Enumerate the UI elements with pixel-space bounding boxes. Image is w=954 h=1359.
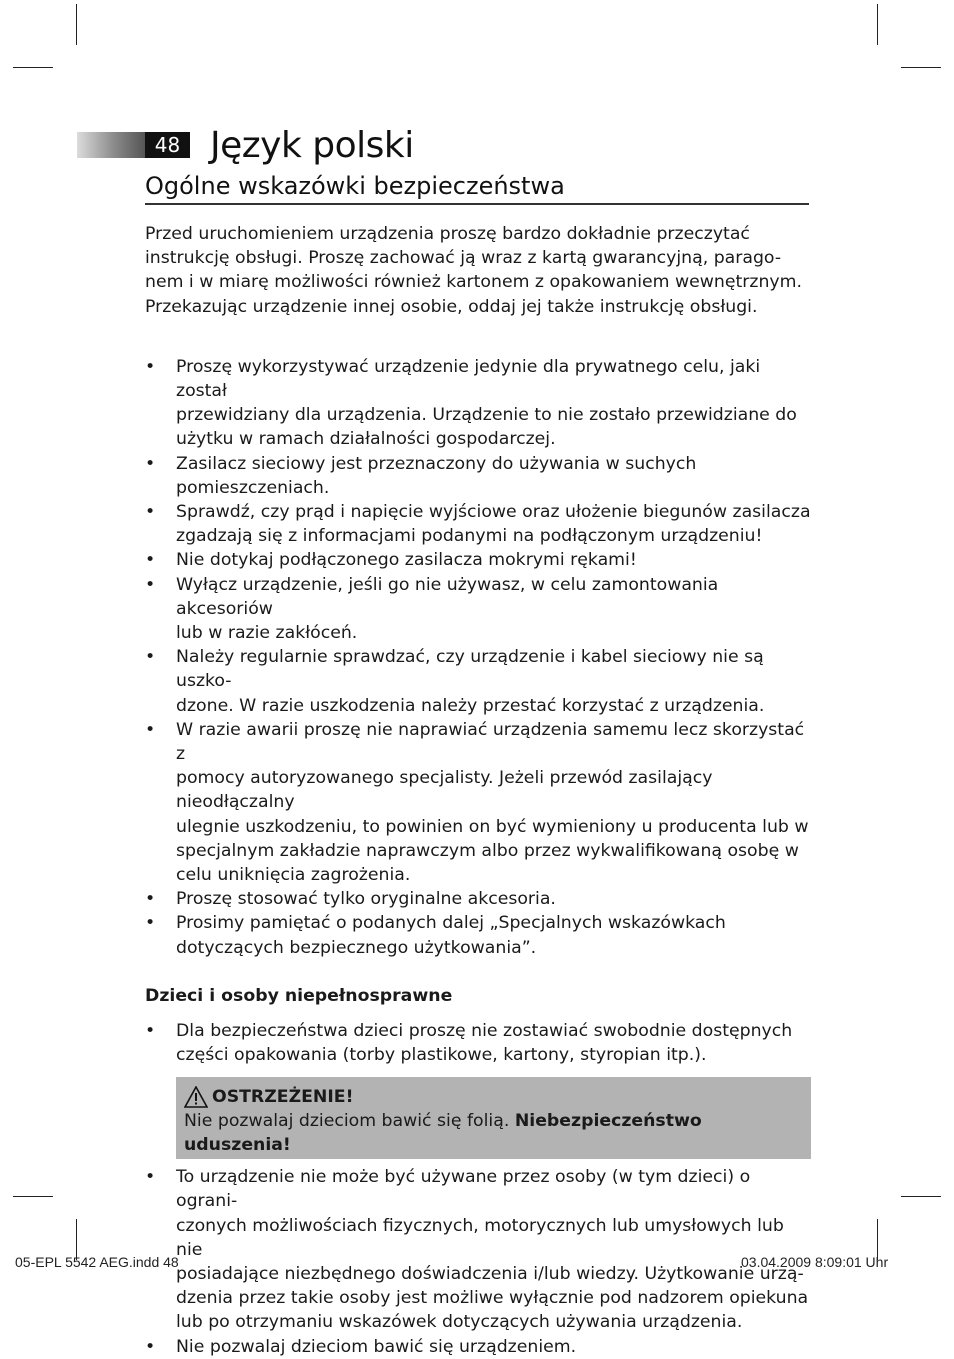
crop-mark-bottom-right-horizontal [901, 1196, 941, 1197]
list-item-line: Nie dotykaj podłączonego zasilacza mokrymi rękami! [176, 550, 637, 571]
list-item [145, 1165, 811, 1334]
children-section-heading: Dzieci i osoby niepełnosprawne [145, 985, 453, 1006]
warning-emphasis: Niebezpieczeństwo uduszenia! [184, 1110, 702, 1155]
list-item [145, 573, 811, 646]
bullet-dot: • [145, 1336, 156, 1357]
list-item-line: zgadzają się z informacjami podanymi na podłączonym urządzeniu! [176, 526, 763, 547]
list-item [145, 887, 811, 911]
bullet-dot: • [145, 1167, 156, 1188]
list-item-line: lub po otrzymaniu wskazówek dotyczących używania urządzenia. [176, 1312, 743, 1333]
bullet-dot: • [145, 453, 156, 474]
list-item [145, 718, 811, 887]
warning-title-text: OSTRZEŻENIE! [212, 1086, 354, 1107]
crop-mark-top-right-horizontal [901, 67, 941, 68]
bullet-dot: • [145, 913, 156, 934]
list-item [145, 1019, 811, 1067]
crop-mark-top-left-vertical [76, 4, 77, 45]
list-item-line: czonych możliwościach fizycznych, motorycznych lub umysłowych lub nie [176, 1215, 784, 1260]
list-item-line: posiadające niezbędnego doświadczenia i/lub wiedzy. Użytkowanie urzą- [176, 1263, 804, 1284]
warning-title [184, 1085, 803, 1109]
crop-mark-top-left-horizontal [13, 67, 53, 68]
bullet-dot: • [145, 502, 156, 523]
list-item [145, 911, 811, 959]
list-item-line: Wyłącz urządzenie, jeśli go nie używasz, w celu zamontowania akcesoriów [176, 574, 719, 619]
list-item-line: To urządzenie nie może być używane przez osoby (w tym dzieci) o ograni- [176, 1167, 751, 1212]
intro-line: nem i w miarę możliwości również kartonem z opakowaniem wewnętrznym. [145, 272, 802, 293]
list-item-line: dotyczących bezpiecznego użytkowania”. [176, 937, 537, 958]
page-number: 48 [145, 132, 190, 158]
children-bullet-list [145, 1019, 811, 1067]
list-item-line: dzone. W razie uszkodzenia należy przestać korzystać z urządzenia. [176, 695, 765, 716]
page-title: Język polski [210, 125, 414, 166]
page-number-tab [77, 132, 145, 158]
warning-triangle-icon [184, 1086, 208, 1108]
intro-line: Przekazując urządzenie innej osobie, oddaj jej także instrukcję obsługi. [145, 296, 758, 317]
bullet-dot: • [145, 356, 156, 377]
list-item-line: Należy regularnie sprawdzać, czy urządzenie i kabel sieciowy nie są uszko- [176, 647, 764, 692]
crop-mark-top-right-vertical [877, 4, 878, 45]
list-item-line: części opakowania (torby plastikowe, kartony, styropian itp.). [176, 1045, 707, 1066]
bullet-dot: • [145, 1021, 156, 1042]
list-item-line: Dla bezpieczeństwa dzieci proszę nie zostawiać swobodnie dostępnych [176, 1021, 793, 1042]
bullet-dot: • [145, 550, 156, 571]
bullet-dot: • [145, 647, 156, 668]
list-item-line: Prosimy pamiętać o podanych dalej „Specjalnych wskazówkach [176, 913, 726, 934]
list-item [145, 355, 811, 452]
warning-text [184, 1109, 803, 1157]
list-item-line: W razie awarii proszę nie naprawiać urządzenia samemu lecz skorzystać z [176, 719, 805, 765]
list-item-line: Zasilacz sieciowy jest przeznaczony do używania w suchych pomieszczeniach. [176, 453, 697, 498]
footer-date-time: 03.04.2009 8:09:01 Uhr [741, 1254, 889, 1270]
list-item-line: lub w razie zakłóceń. [176, 623, 358, 644]
list-item [145, 452, 811, 500]
footer-file-label: 05-EPL 5542 AEG.indd 48 [15, 1254, 179, 1270]
list-item-line: pomocy autoryzowanego specjalisty. Jeżeli przewód zasilający nieodłączalny [176, 768, 713, 813]
list-item-line: przewidziany dla urządzenia. Urządzenie to nie zostało przewidziane do [176, 405, 797, 426]
list-item-line: ulegnie uszkodzeniu, to powinien on być wymieniony u producenta lub w [176, 816, 809, 837]
section-title: Ogólne wskazówki bezpieczeństwa [145, 170, 809, 205]
list-item-line: specjalnym zakładzie naprawczym albo przez wykwalifikowaną osobę w [176, 840, 799, 861]
list-item-line: użytku w ramach działalności gospodarczej. [176, 429, 556, 450]
list-item-line: celu uniknięcia zagrożenia. [176, 865, 411, 886]
bullet-dot: • [145, 574, 156, 595]
list-item-line: Sprawdź, czy prąd i napięcie wyjściowe oraz ułożenie biegunów zasilacza [176, 502, 811, 523]
warning-box [176, 1077, 811, 1160]
list-item-line: Proszę stosować tylko oryginalne akcesoria. [176, 889, 556, 910]
bullet-dot: • [145, 719, 156, 740]
list-item-line: Nie pozwalaj dzieciom bawić się urządzeniem. [176, 1336, 577, 1357]
warning-body: Nie pozwalaj dzieciom bawić się folią. [184, 1110, 515, 1131]
list-item [145, 548, 811, 572]
content-body [145, 222, 811, 1359]
intro-line: instrukcję obsługi. Proszę zachować ją wraz z kartą gwarancyjną, parago- [145, 248, 782, 269]
list-item [145, 645, 811, 718]
safety-bullet-list [145, 355, 811, 960]
intro-line: Przed uruchomieniem urządzenia proszę bardzo dokładnie przeczytać [145, 224, 750, 244]
list-item [145, 1335, 811, 1359]
list-item [145, 500, 811, 548]
list-item-line: Proszę wykorzystywać urządzenie jedynie dla prywatnego celu, jaki został [176, 356, 761, 402]
bullet-dot: • [145, 889, 156, 910]
children-bullet-list-2 [145, 1165, 811, 1359]
list-item-line: dzenia przez takie osoby jest możliwe wyłącznie pod nadzorem opiekuna [176, 1288, 809, 1309]
intro-paragraph [145, 222, 811, 319]
crop-mark-bottom-left-horizontal [13, 1196, 53, 1197]
